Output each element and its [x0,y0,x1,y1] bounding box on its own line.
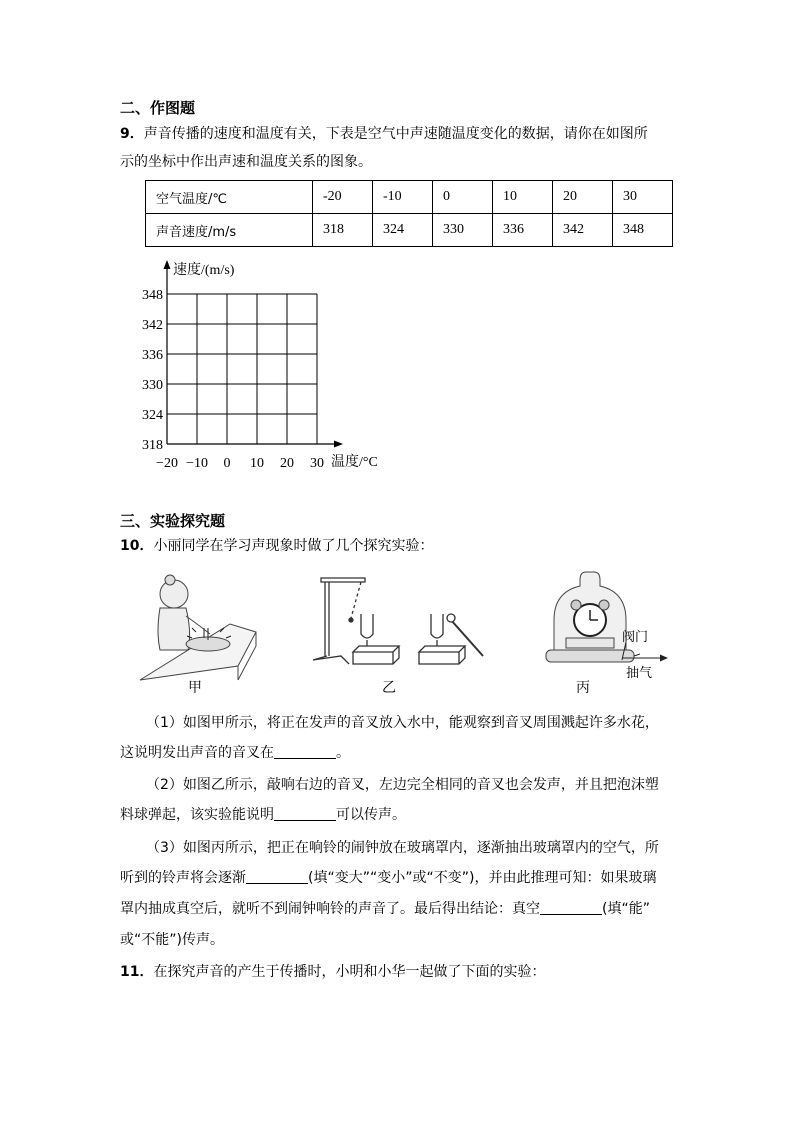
y-axis-arrow [164,260,171,269]
stand-pole [325,578,329,656]
table-surface [140,624,256,680]
x-tick-label: 20 [280,456,294,471]
left-resonator-box [353,646,399,664]
q10-part3-line2 [120,868,656,888]
figure-a-illustration [138,572,266,682]
q10-part2-end: 可以传声。 [336,807,406,823]
y-tick-label: 324 [142,408,163,423]
y-axis-label: 速度/(m/s) [173,263,235,278]
chart-grid [167,294,317,444]
table-cell: 20 [553,181,613,214]
x-tick-label: 10 [250,456,264,471]
y-tick-label: 318 [142,438,163,453]
question-9-line-1 [120,124,648,144]
foam-ball [349,618,353,622]
question-11-text: 在探究声音的产生于传播时，小明和小华一起做了下面的实验： [153,964,546,980]
table-row-speed [146,214,673,247]
question-9-text-1: 声音传播的速度和温度有关，下表是空气中声速随温度变化的数据，请你在如图所 [143,126,648,142]
x-axis-arrow [334,441,343,448]
table-cell: 318 [313,214,373,247]
q10-part3-line1: （3）如图丙所示，把正在响铃的闹钟放在玻璃罩内，逐渐抽出玻璃罩内的空气，所 [146,840,659,856]
question-11 [120,962,545,982]
table-row-temperature [146,181,673,214]
left-tuning-fork [361,614,373,638]
figure-c-label: 丙 [576,680,590,696]
q10-part1-end: 。 [336,745,350,761]
question-10-number: 10． [120,538,154,554]
clock-bell-left [571,600,581,610]
table-cell: 0 [433,181,493,214]
question-9-line-2: 示的坐标中作出声速和温度关系的图象。 [120,154,372,170]
x-tick-label: −10 [186,456,208,471]
pump-arrow [620,640,670,670]
valve-label: 阀门 [622,630,649,645]
table-cell-label: 声音速度/m/s [146,214,313,247]
answer-blank-4[interactable] [540,899,602,915]
x-tick-label: 30 [310,456,324,471]
section-3-title: 三、实验探究题 [120,512,226,530]
q10-part3-text: 听到的铃声将会逐渐 [120,870,246,886]
answer-blank-3[interactable] [246,868,308,884]
clock-bell-right [599,600,609,610]
q10-part3-line4: 或“不能”)传声。 [120,932,224,948]
y-tick-labels [142,288,163,453]
table-cell: 348 [613,214,673,247]
stand-base [313,656,349,664]
table-cell: 30 [613,181,673,214]
figure-a-label: 甲 [188,680,202,696]
table-cell: -20 [313,181,373,214]
y-tick-label: 342 [142,318,163,333]
clock-stand [566,638,614,648]
section-2-title: 二、作图题 [120,99,196,117]
right-tuning-fork [431,614,443,638]
girl-body [158,608,190,650]
q10-part2-line2 [120,805,406,825]
question-11-number: 11． [120,964,154,980]
table-cell: 336 [493,214,553,247]
sound-speed-table [145,180,673,247]
x-tick-label: 0 [223,456,231,471]
pump-label: 抽气 [626,666,653,681]
x-axis-label: 温度/°C [331,455,378,470]
table-cell-label: 空气温度/℃ [146,181,313,214]
figure-b-illustration [305,572,495,672]
q10-part1-line1: （1）如图甲所示，将正在发声的音叉放入水中，能观察到音叉周围溅起许多水花， [146,715,659,731]
table-cell: -10 [373,181,433,214]
x-tick-label: −20 [156,456,178,471]
y-tick-label: 336 [142,348,163,363]
q10-part1-text: 这说明发出声音的音叉在 [120,745,274,761]
figure-b-label: 乙 [382,680,396,696]
table-cell: 342 [553,214,613,247]
x-tick-labels [156,456,324,471]
hair-bow [165,575,175,585]
q10-part1-line2 [120,743,350,763]
q10-part3-conclusion: 罩内抽成真空后，就听不到闹钟响铃的声音了。最后得出结论：真空 [120,901,540,917]
table-cell: 324 [373,214,433,247]
right-resonator-box [419,646,465,664]
question-10-intro [120,536,433,556]
string [351,582,361,618]
speed-temperature-grid [130,255,400,475]
q10-part2-text: 料球弹起，该实验能说明 [120,807,274,823]
girl-head [160,580,188,608]
table-cell: 10 [493,181,553,214]
y-tick-label: 348 [142,288,163,303]
q10-part2-line1: （2）如图乙所示，敲响右边的音叉，左边完全相同的音叉也会发声，并且把泡沫塑 [146,777,659,793]
question-9-number: 9． [120,126,144,142]
question-10-intro-text: 小丽同学在学习声现象时做了几个探究实验： [153,538,434,554]
q10-part3-line3 [120,899,650,919]
stand-arm [321,578,365,582]
answer-blank-1[interactable] [274,743,336,759]
mallet-head [447,614,455,622]
q10-part3-hint: (填“变大”“变小”或“不变”)，并由此推理可知：如果玻璃 [308,870,657,886]
q10-part3-hint2: (填“能” [602,901,650,917]
answer-blank-2[interactable] [274,805,336,821]
y-tick-label: 330 [142,378,163,393]
table-cell: 330 [433,214,493,247]
